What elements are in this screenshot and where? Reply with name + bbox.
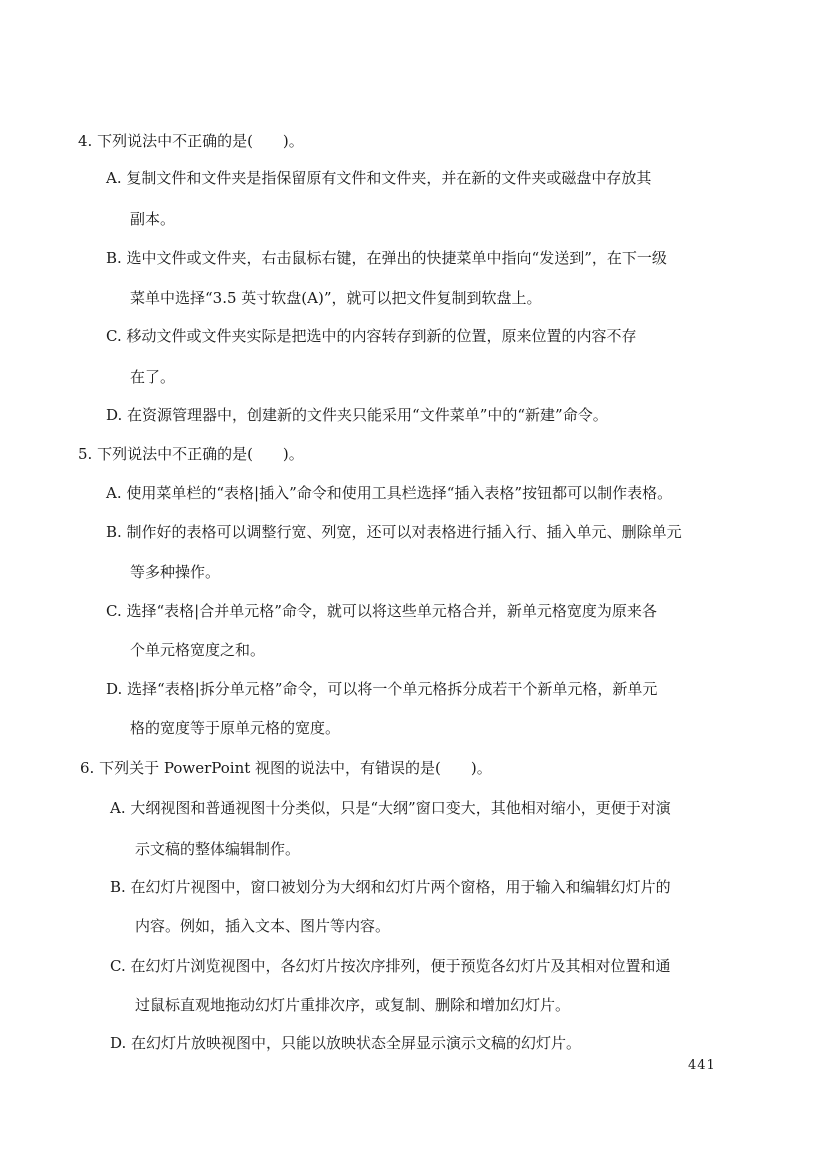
question-5-stem: 5. 下列说法中不正确的是( )。: [78, 445, 304, 463]
question-6-option-b: B. 在幻灯片视图中，窗口被划分为大纲和幻灯片两个窗格，用于输入和编辑幻灯片的: [110, 878, 671, 896]
question-4-option-b: B. 选中文件或文件夹，右击鼠标右键，在弹出的快捷菜单中指向“发送到”，在下一级: [106, 249, 667, 267]
question-6-option-c: C. 在幻灯片浏览视图中，各幻灯片按次序排列，便于预览各幻灯片及其相对位置和通: [110, 957, 671, 975]
question-5-option-d: D. 选择“表格|拆分单元格”命令，可以将一个单元格拆分成若干个新单元格，新单元: [106, 680, 658, 698]
question-5-option-d-cont: 格的宽度等于原单元格的宽度。: [130, 719, 341, 737]
question-4-option-a-cont: 副本。: [130, 210, 176, 228]
question-5-option-a: A. 使用菜单栏的“表格|插入”命令和使用工具栏选择“插入表格”按钮都可以制作表格。: [106, 484, 673, 502]
question-5-option-b: B. 制作好的表格可以调整行宽、列宽，还可以对表格进行插入行、插入单元、删除单元: [106, 523, 682, 541]
question-4-option-c: C. 移动文件或文件夹实际是把选中的内容转存到新的位置，原来位置的内容不存: [106, 327, 637, 345]
question-4-stem: 4. 下列说法中不正确的是( )。: [78, 132, 304, 150]
question-4-option-d: D. 在资源管理器中，创建新的文件夹只能采用“文件菜单”中的“新建”命令。: [106, 406, 608, 424]
question-4-option-a: A. 复制文件和文件夹是指保留原有文件和文件夹，并在新的文件夹或磁盘中存放其: [106, 169, 652, 187]
question-5-option-c-cont: 个单元格宽度之和。: [130, 641, 266, 659]
question-4-option-b-cont: 菜单中选择“3.5 英寸软盘(A)”，就可以把文件复制到软盘上。: [130, 289, 542, 307]
question-5-option-c: C. 选择“表格|合并单元格”命令，就可以将这些单元格合并，新单元格宽度为原来各: [106, 602, 657, 620]
question-4-option-c-cont: 在了。: [130, 368, 176, 386]
question-6-stem: 6. 下列关于 PowerPoint 视图的说法中，有错误的是( )。: [80, 759, 492, 777]
question-6-option-c-cont: 过鼠标直观地拖动幻灯片重排次序，或复制、删除和增加幻灯片。: [135, 996, 571, 1014]
page-number: 441: [688, 1058, 716, 1073]
question-6-option-a: A. 大纲视图和普通视图十分类似，只是“大纲”窗口变大，其他相对缩小，更便于对演: [110, 799, 671, 817]
question-6-option-b-cont: 内容。例如，插入文本、图片等内容。: [135, 917, 391, 935]
question-6-option-d: D. 在幻灯片放映视图中，只能以放映状态全屏显示演示文稿的幻灯片。: [110, 1034, 582, 1052]
question-5-option-b-cont: 等多种操作。: [130, 563, 221, 581]
question-6-option-a-cont: 示文稿的整体编辑制作。: [135, 840, 301, 858]
